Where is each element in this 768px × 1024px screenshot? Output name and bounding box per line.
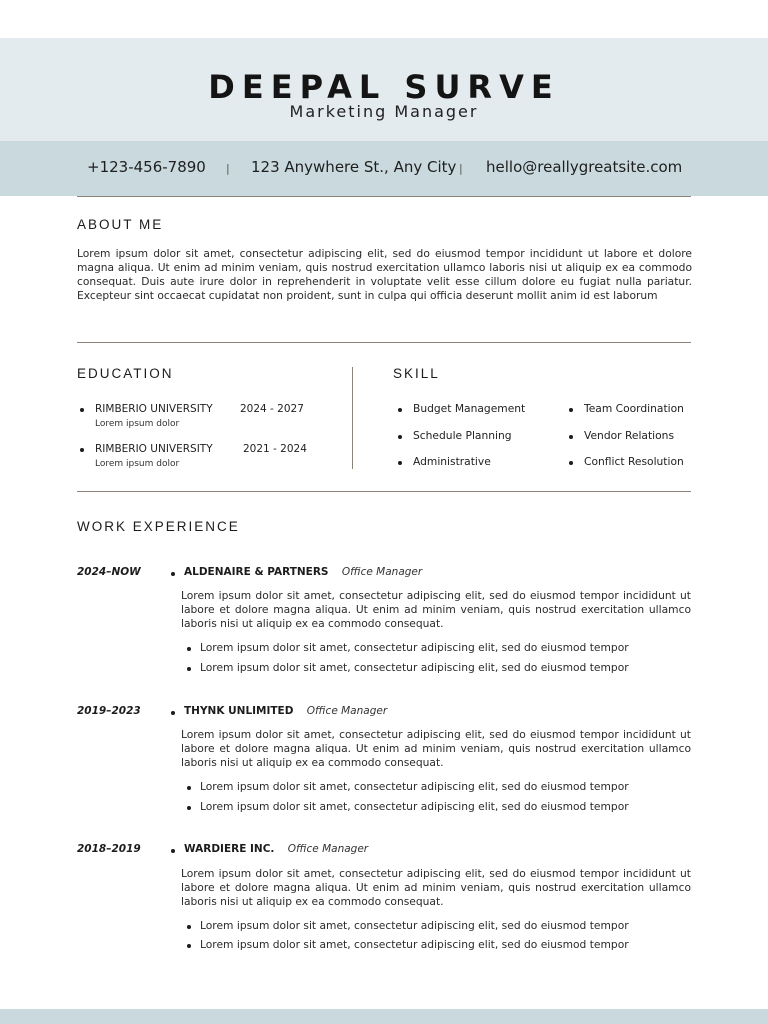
- job-period: 2018–2019: [77, 843, 141, 855]
- work-heading: WORK EXPERIENCE: [77, 519, 240, 534]
- skill-item: [398, 402, 525, 415]
- skill-item: [398, 429, 512, 442]
- job-point-text: Lorem ipsum dolor sit amet, consectetur adipiscing elit, sed do eiusmod tempor: [200, 938, 629, 951]
- contact-separator: |: [226, 162, 230, 175]
- divider: [77, 196, 691, 197]
- job-header: [171, 705, 387, 717]
- skill-item: [398, 455, 491, 468]
- job-role: Office Manager: [341, 566, 423, 578]
- bullet-icon: [569, 435, 573, 439]
- job-point: [187, 800, 629, 813]
- about-heading: ABOUT ME: [77, 217, 164, 232]
- job-point: [187, 938, 629, 951]
- bullet-icon: [187, 647, 191, 651]
- job-point: [187, 661, 629, 674]
- job-point: [187, 919, 629, 932]
- skill-item: [569, 429, 674, 442]
- education-desc: Lorem ipsum dolor: [95, 419, 180, 429]
- job-company: WARDIERE INC.: [184, 843, 275, 855]
- job-point-text: Lorem ipsum dolor sit amet, consectetur adipiscing elit, sed do eiusmod tempor: [200, 661, 629, 674]
- job-description: Lorem ipsum dolor sit amet, consectetur adipiscing elit, sed do eiusmod tempor incididunt ut labore et dolore magna aliqua. Ut enim ad minim veniam, quis nostrud exercitation ullamco laboris nisi ut aliquip ex ea commodo consequat.: [181, 589, 691, 630]
- column-divider: [352, 367, 353, 469]
- footer-band: [0, 1009, 768, 1024]
- bullet-icon: [171, 849, 175, 853]
- bullet-icon: [187, 925, 191, 929]
- resume-job-title: Marketing Manager: [289, 102, 479, 121]
- job-point: [187, 780, 629, 793]
- job-role: Office Manager: [287, 843, 369, 855]
- job-company: ALDENAIRE & PARTNERS: [184, 566, 329, 578]
- bullet-icon: [187, 944, 191, 948]
- bullet-icon: [80, 448, 84, 452]
- about-text: Lorem ipsum dolor sit amet, consectetur adipiscing elit, sed do eiusmod tempor incididunt ut labore et dolore magna aliqua. Ut enim ad minim veniam, quis nostrud exercitation ullamco laboris nisi ut aliquip ex ea commodo consequat. Duis aute irure dolor in reprehenderit in voluptate velit esse cillum dolore eu fugiat nulla pariatur. Excepteur sint occaecat cupidatat non proident, sunt in culpa qui officia deserunt mollit anim id est laborum: [77, 247, 692, 302]
- resume-name: DEEPAL SURVE: [208, 68, 560, 106]
- job-point-text: Lorem ipsum dolor sit amet, consectetur adipiscing elit, sed do eiusmod tempor: [200, 800, 629, 813]
- contact-email: hello@reallygreatsite.com: [486, 158, 683, 176]
- job-company: THYNK UNLIMITED: [184, 705, 294, 717]
- bullet-icon: [398, 408, 402, 412]
- bullet-icon: [187, 806, 191, 810]
- bullet-icon: [398, 461, 402, 465]
- job-point: [187, 641, 629, 654]
- skill-item: [569, 455, 684, 468]
- education-years: 2024 - 2027: [240, 403, 304, 415]
- job-point-text: Lorem ipsum dolor sit amet, consectetur adipiscing elit, sed do eiusmod tempor: [200, 780, 629, 793]
- job-period: 2024–NOW: [77, 566, 141, 578]
- bullet-icon: [398, 435, 402, 439]
- job-period: 2019–2023: [77, 705, 141, 717]
- contact-bar: [0, 141, 768, 196]
- education-desc: Lorem ipsum dolor: [95, 459, 180, 469]
- skill-label: Conflict Resolution: [584, 455, 684, 468]
- contact-phone: +123-456-7890: [87, 158, 206, 176]
- skill-heading: SKILL: [393, 366, 440, 381]
- bullet-icon: [569, 408, 573, 412]
- job-description: Lorem ipsum dolor sit amet, consectetur adipiscing elit, sed do eiusmod tempor incididunt ut labore et dolore magna aliqua. Ut enim ad minim veniam, quis nostrud exercitation ullamco laboris nisi ut aliquip ex ea commodo consequat.: [181, 728, 691, 769]
- bullet-icon: [569, 461, 573, 465]
- skill-label: Schedule Planning: [413, 429, 512, 442]
- job-point-text: Lorem ipsum dolor sit amet, consectetur adipiscing elit, sed do eiusmod tempor: [200, 641, 629, 654]
- education-heading: EDUCATION: [77, 366, 174, 381]
- bullet-icon: [187, 786, 191, 790]
- job-point-text: Lorem ipsum dolor sit amet, consectetur adipiscing elit, sed do eiusmod tempor: [200, 919, 629, 932]
- bullet-icon: [171, 572, 175, 576]
- skill-label: Team Coordination: [584, 402, 684, 415]
- education-years: 2021 - 2024: [243, 443, 307, 455]
- job-description: Lorem ipsum dolor sit amet, consectetur adipiscing elit, sed do eiusmod tempor incididunt ut labore et dolore magna aliqua. Ut enim ad minim veniam, quis nostrud exercitation ullamco laboris nisi ut aliquip ex ea commodo consequat.: [181, 867, 691, 908]
- job-header: [171, 843, 368, 855]
- contact-address: 123 Anywhere St., Any City: [251, 158, 457, 176]
- education-school: RIMBERIO UNIVERSITY: [95, 443, 213, 455]
- bullet-icon: [187, 667, 191, 671]
- skill-item: [569, 402, 684, 415]
- job-role: Office Manager: [306, 705, 388, 717]
- divider: [77, 491, 691, 492]
- bullet-icon: [171, 711, 175, 715]
- contact-separator: |: [459, 162, 463, 175]
- skill-label: Vendor Relations: [584, 429, 675, 442]
- job-header: [171, 566, 422, 578]
- education-school: RIMBERIO UNIVERSITY: [95, 403, 213, 415]
- skill-label: Budget Management: [413, 402, 526, 415]
- bullet-icon: [80, 408, 84, 412]
- divider: [77, 342, 691, 343]
- skill-label: Administrative: [413, 455, 491, 468]
